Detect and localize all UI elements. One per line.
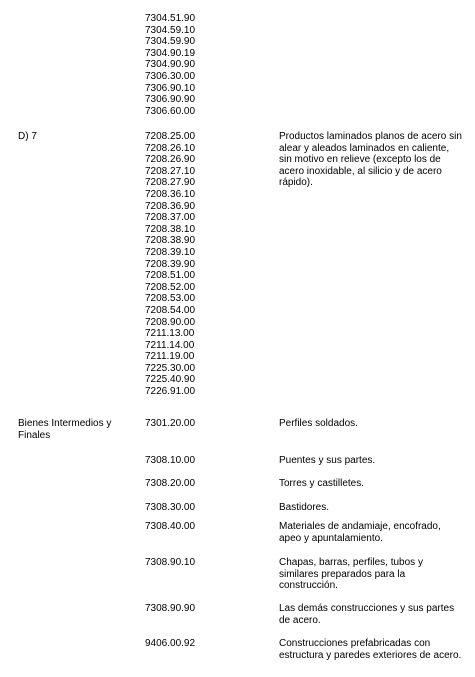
- tariff-code: 7308.10.00: [145, 455, 196, 466]
- tariff-code: 7208.53.00: [145, 293, 196, 305]
- tariff-code: 7225.30.00: [145, 362, 196, 374]
- tariff-code: 7306.90.10: [145, 82, 196, 94]
- product-description: Perfiles soldados.: [279, 418, 358, 429]
- code-list-continued: [145, 13, 265, 117]
- tariff-code: 7225.40.90: [145, 374, 196, 386]
- tariff-code: 7208.37.00: [145, 212, 196, 224]
- tariff-code: 7208.52.00: [145, 281, 196, 293]
- product-description: Construcciones prefabricadas con estructura y paredes exteriores de acero.: [279, 638, 462, 661]
- category-label: Bienes Intermedios y Finales: [18, 418, 112, 441]
- tariff-code: 7208.51.00: [145, 270, 196, 282]
- tariff-code: 7208.38.10: [145, 223, 196, 235]
- tariff-code: 7208.26.90: [145, 154, 196, 166]
- product-description: Puentes y sus partes.: [279, 455, 376, 466]
- tariff-code: 7304.90.90: [145, 59, 196, 71]
- tariff-code: 7306.90.90: [145, 94, 196, 106]
- tariff-code: 7208.25.00: [145, 131, 196, 142]
- tariff-code: 7208.39.10: [145, 246, 196, 258]
- tariff-code: 7308.20.00: [145, 478, 196, 489]
- code-list: [145, 131, 265, 398]
- tariff-code: 7211.13.00: [145, 328, 195, 340]
- tariff-code: 7208.38.90: [145, 235, 196, 247]
- tariff-code: 9406.00.92: [145, 638, 196, 649]
- product-description: Bastidores.: [279, 502, 330, 513]
- tariff-code: 7226.91.00: [145, 386, 196, 398]
- tariff-code: 7308.40.00: [145, 521, 196, 532]
- tariff-code: 7208.39.90: [145, 258, 196, 270]
- tariff-code: 7211.14.00: [145, 339, 195, 351]
- tariff-code: 7208.36.10: [145, 188, 196, 200]
- tariff-code: 7301.20.00: [145, 418, 196, 429]
- tariff-code: 7308.90.10: [145, 557, 196, 568]
- tariff-code: 7211.19.00: [145, 351, 195, 363]
- tariff-code: 7208.27.10: [145, 165, 196, 177]
- tariff-code: 7308.30.00: [145, 502, 196, 513]
- product-description: Las demás construcciones y sus partes de acero.: [279, 603, 455, 626]
- product-description: Torres y castilletes.: [279, 478, 365, 489]
- tariff-code: 7306.30.00: [145, 70, 196, 82]
- category-label: D) 7: [18, 131, 37, 142]
- tariff-code: 7304.51.90: [145, 13, 196, 24]
- product-description: Productos laminados planos de acero sin alear y aleados laminados en caliente, sin motivo en relieve (excepto los de acero inoxidable, al silicio y de acero rápido).: [279, 131, 462, 188]
- tariff-code: 7208.36.90: [145, 200, 196, 212]
- tariff-code: 7308.90.90: [145, 603, 196, 614]
- tariff-code: 7306.60.00: [145, 105, 196, 117]
- tariff-code: 7208.27.90: [145, 177, 196, 189]
- product-description: Materiales de andamiaje, encofrado, apeo y apuntalamiento.: [279, 521, 441, 544]
- tariff-code: 7208.90.00: [145, 316, 196, 328]
- tariff-code: 7208.54.00: [145, 304, 196, 316]
- tariff-code: 7208.26.10: [145, 142, 196, 154]
- product-description: Chapas, barras, perfiles, tubos y similares preparados para la construcción.: [279, 557, 423, 591]
- tariff-code: 7304.90.19: [145, 47, 196, 59]
- tariff-code: 7304.59.10: [145, 24, 196, 36]
- tariff-code: 7304.59.90: [145, 36, 196, 48]
